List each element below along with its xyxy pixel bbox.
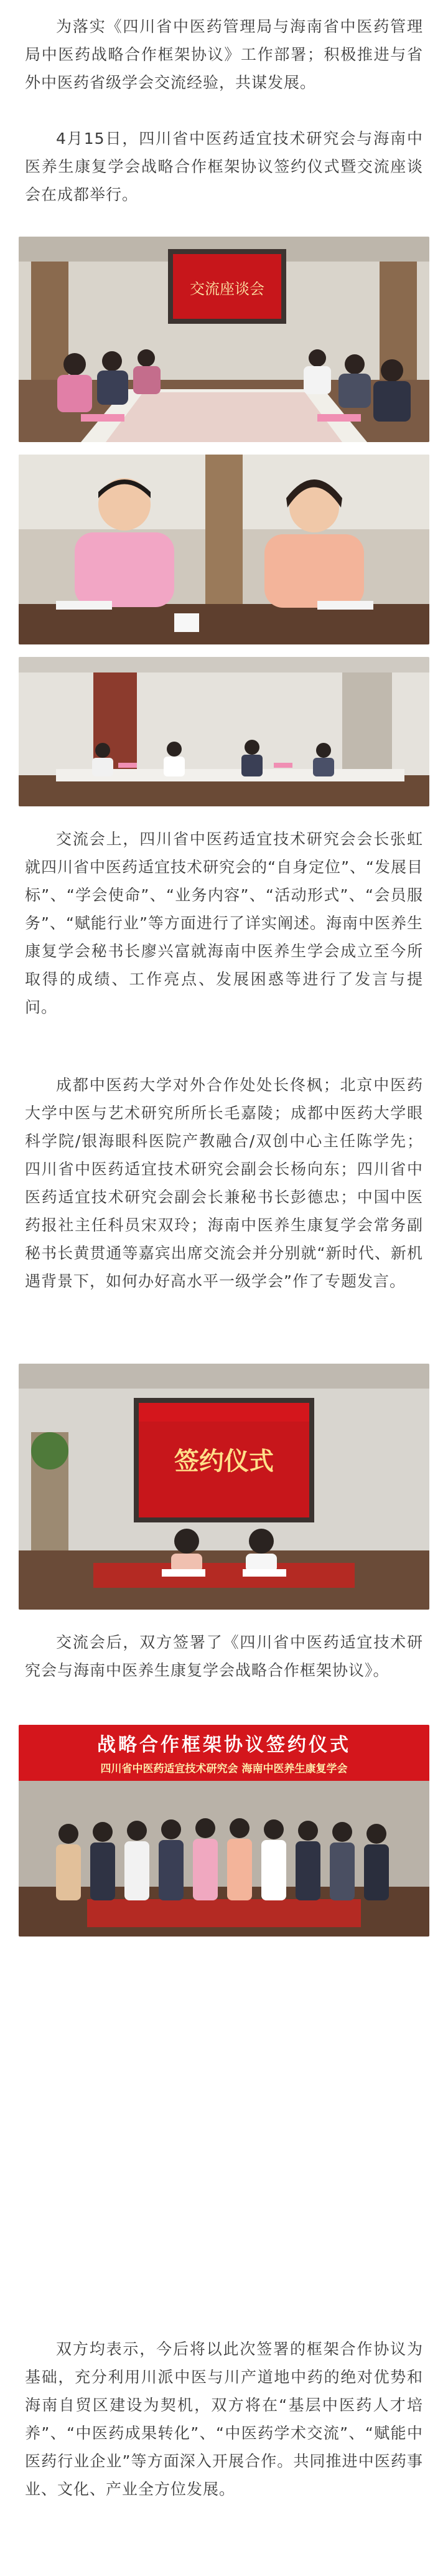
photo-leaders-closeup: [19, 455, 429, 644]
banner-title: 战略合作框架协议签约仪式: [97, 1734, 351, 1756]
paragraph-date-event: 4月15日，四川省中医药适宜技术研究会与海南中医养生康复学会战略合作框架协议签约仪式暨交流座谈会在成都举行。: [25, 130, 423, 204]
paragraph-signed: 交流会后，双方签署了《四川省中医药适宜技术研究会与海南中医养生康复学会战略合作框架协议》。: [25, 1633, 423, 1679]
photo-signing-ceremony: [19, 1364, 429, 1610]
paragraph-guests: 成都中医药大学对外合作处处长佟枫；北京中医药大学中医与艺术研究所所长毛嘉陵；成都中医药大学眼科学院/银海眼科医院产教融合/双创中心主任陈学先；四川省中医药适宜技术研究会副会长杨向东；四川省中医药适宜技术研究会副会长兼秘书长彭德忠；中国中医药报社主任科员宋双玲；海南中医养生康复学会常务副秘书长黄贯通等嘉宾出席交流会并分别就“新时代、新机遇背景下，如何办好高水平一级学会”作了专题发言。: [25, 1076, 423, 1290]
paragraph-intro: 为落实《四川省中医药管理局与海南省中医药管理局中医药战略合作框架协议》工作部署；积极推进与省外中医药省级学会交流经验，共谋发展。: [25, 17, 423, 92]
photo-meeting-overview: [19, 237, 429, 442]
paragraph-exchange: 交流会上，四川省中医药适宜技术研究会会长张虹就四川省中医药适宜技术研究会的“自身定位”、“发展目标”、“学会使命”、“业务内容”、“活动形式”、“会员服务”、“赋能行业”等方面进行了详实阐述。海南中医养生康复学会秘书长廖兴富就海南中医养生学会成立至今所取得的成绩、工作亮点、发展困惑等进行了发言与提问。: [25, 830, 423, 1016]
photo-group-banner: [19, 1725, 429, 1937]
banner-subtitle: 四川省中医药适宜技术研究会 海南中医养生康复学会: [100, 1763, 348, 1775]
photo-conference-room: [19, 657, 429, 806]
signing-screen-text: 签约仪式: [174, 1447, 274, 1476]
paragraph-conclusion: 双方均表示，今后将以此次签署的框架合作协议为基础，充分利用川派中医与川产道地中药的绝对优势和海南自贸区建设为契机，双方将在“基层中医药人才培养”、“中医药成果转化”、“中医药学术交流”、“赋能中医药行业企业”等方面深入开展合作。共同推进中医药事业、文化、产业全方位发展。: [25, 2340, 423, 2498]
meeting-screen-text: 交流座谈会: [190, 280, 264, 298]
